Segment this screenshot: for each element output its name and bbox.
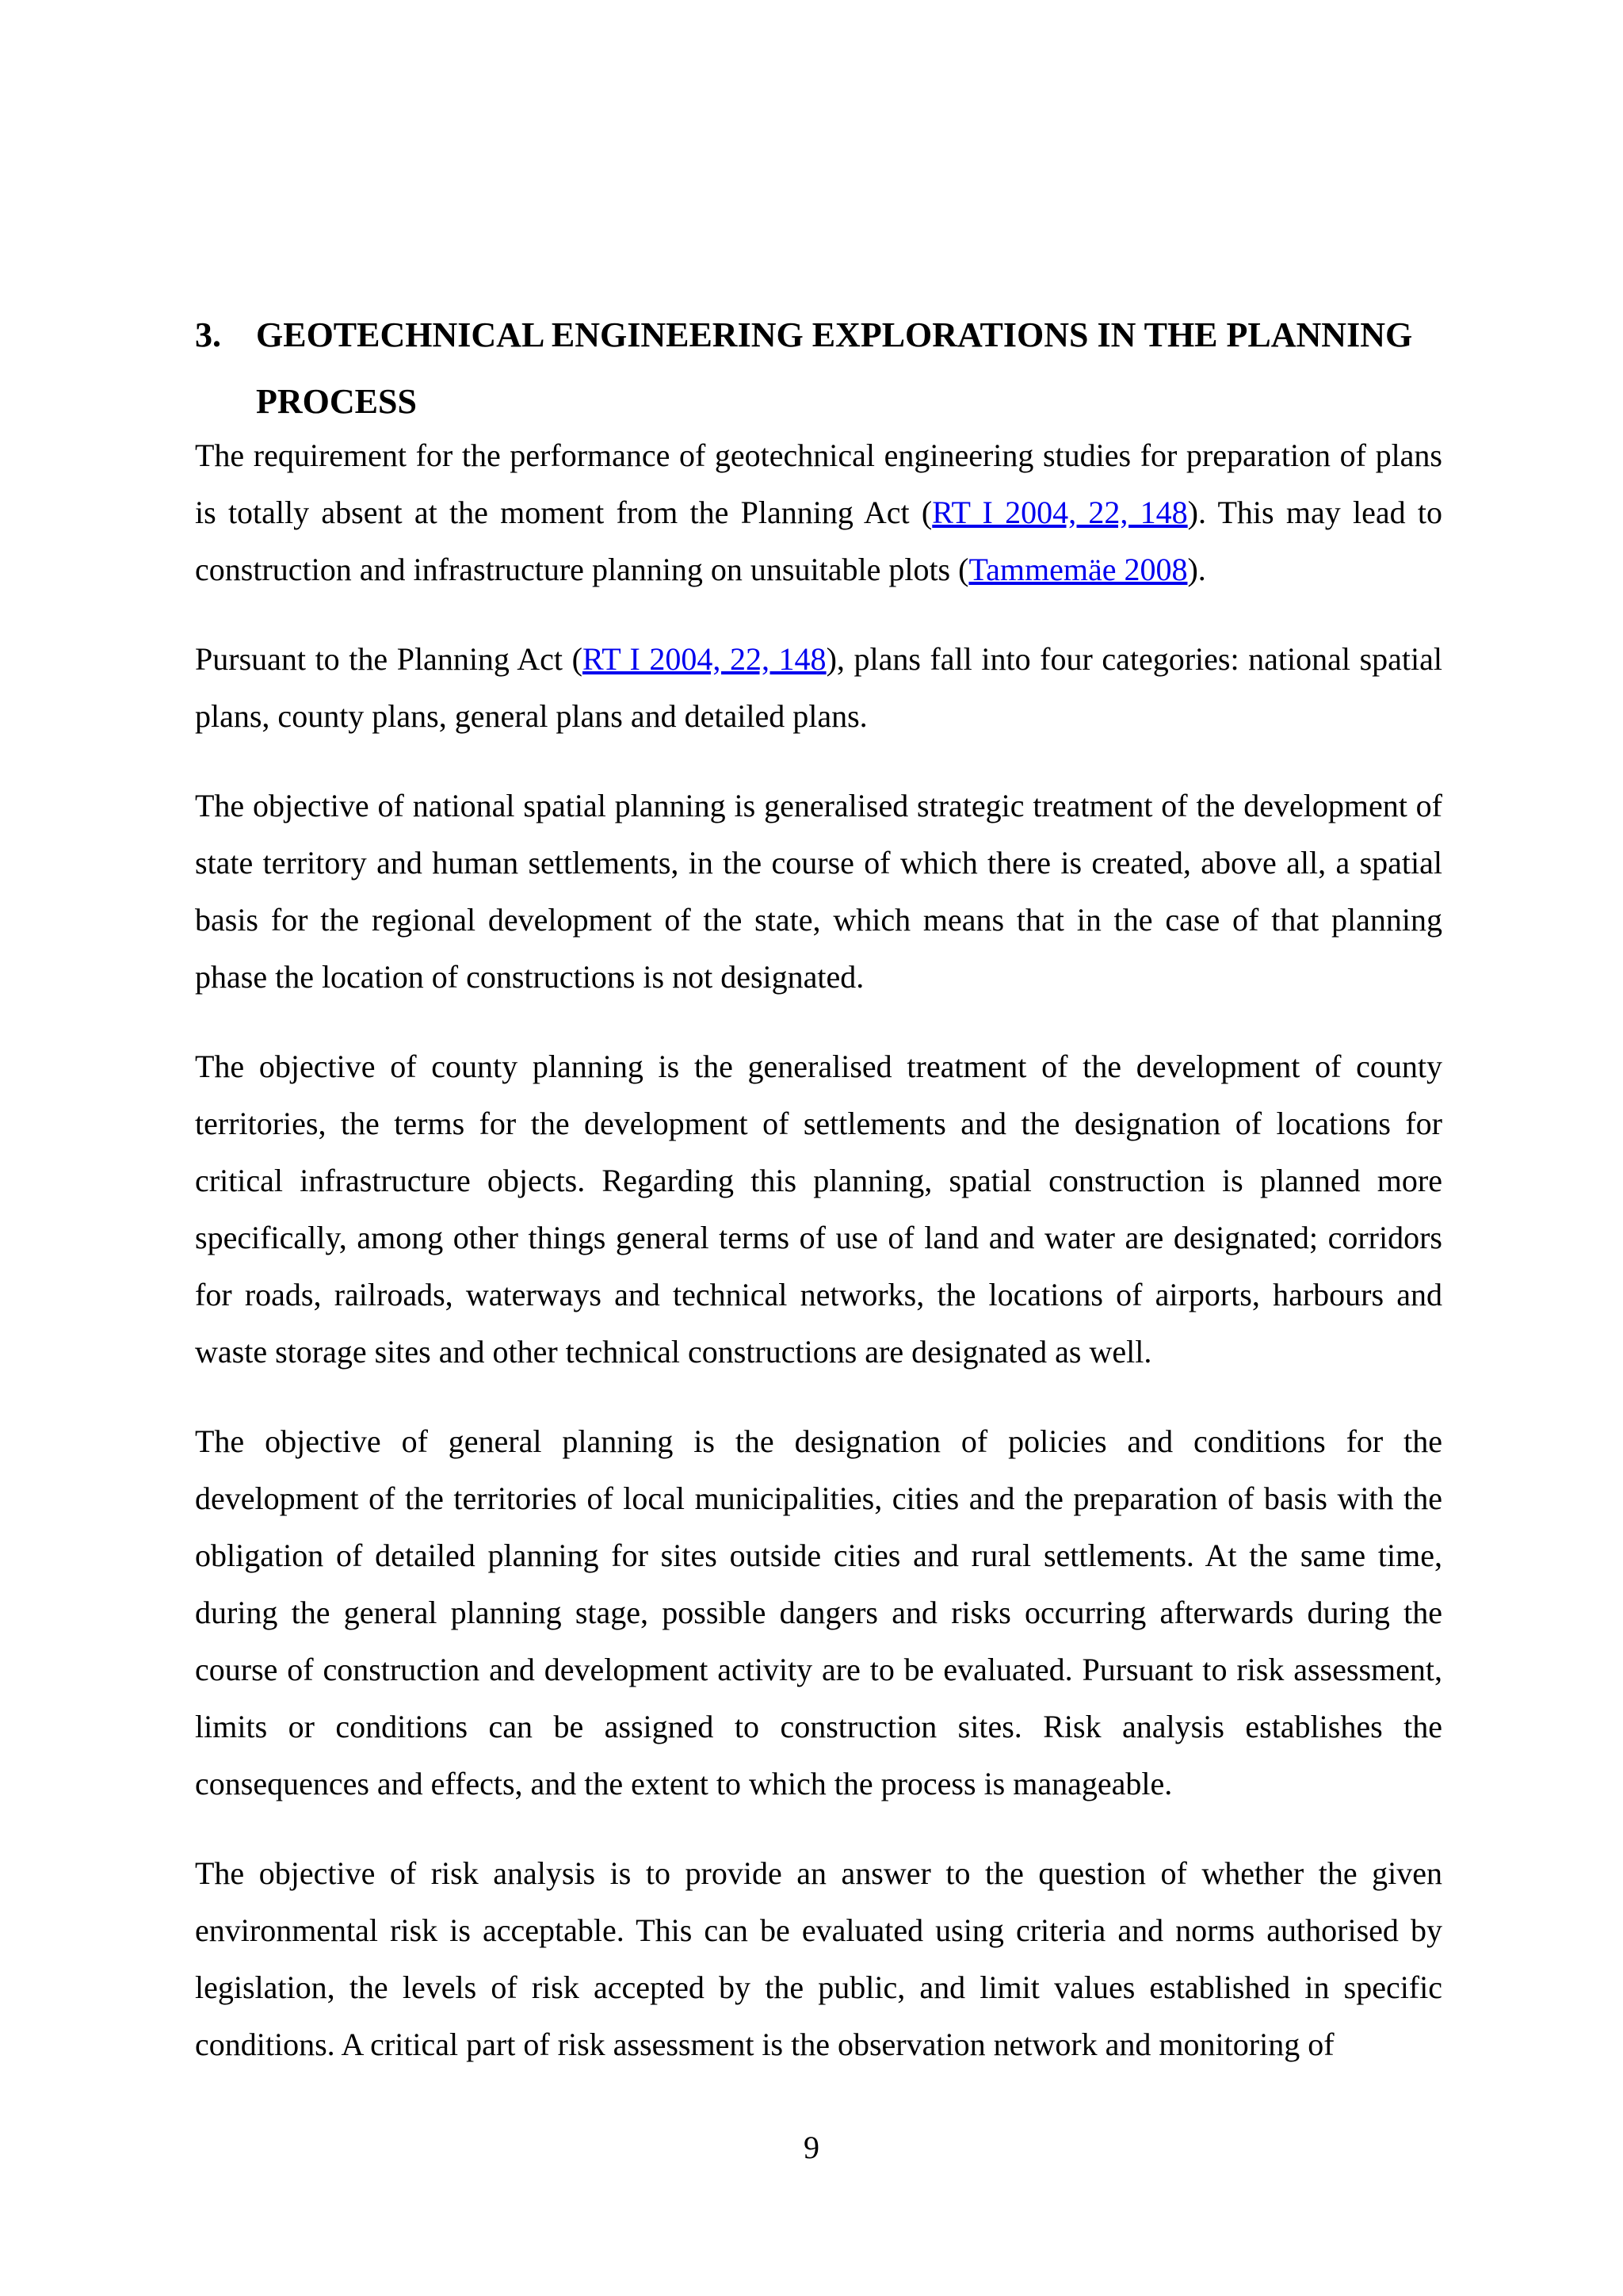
section-number: 3. (195, 315, 221, 355)
page-number: 9 (804, 2130, 819, 2165)
reference-link-rt-i-2004[interactable]: RT I 2004, 22, 148 (582, 641, 827, 677)
section-title: GEOTECHNICAL ENGINEERING EXPLORATIONS IN THE PLANNING PROCESS (256, 315, 1413, 422)
paragraph-1-text-c: ). (1187, 552, 1206, 587)
paragraph-3: The objective of national spatial planning is generalised strategic treatment of the development of state territory and human settlements, in the course of which there is created, above all, a spatial basis for the regional development of the state, which means that in the case of that planning phase the location of constructions is not designated. (195, 788, 1442, 995)
paragraph-5: The objective of general planning is the designation of policies and conditions for the development of the territories of local municipalities, cities and the preparation of basis with the obligation of detailed planning for sites outside cities and rural settlements. At the same time, during the general planning stage, possible dangers and risks occurring afterwards during the course of construction and development activity are to be evaluated. Pursuant to risk assessment, limits or conditions can be assigned to construction sites. Risk analysis establishes the consequences and effects, and the extent to which the process is manageable. (195, 1423, 1442, 1801)
paragraph-2 (195, 631, 1442, 745)
reference-link-tammemae-2008[interactable]: Tammemäe 2008 (968, 552, 1188, 587)
paragraph-2-text-b: ), plans fall into four categories: national spatial plans, county plans, general plans and detailed plans. (195, 641, 1443, 734)
paragraph-6: The objective of risk analysis is to provide an answer to the question of whether the given environmental risk is acceptable. This can be evaluated using criteria and norms authorised by legislation, the levels of risk accepted by the public, and limit values established in specific conditions. A critical part of risk assessment is the observation network and monitoring of (195, 1855, 1442, 2062)
paragraph-1-text-b: ). This may lead to construction and infrastructure planning on unsuitable plots ( (195, 495, 1443, 587)
section-heading (195, 302, 1442, 435)
paragraph-1 (195, 427, 1442, 598)
reference-link-rt-i-2004[interactable]: RT I 2004, 22, 148 (932, 495, 1188, 530)
paragraph-2-text-a: Pursuant to the Planning Act ( (195, 641, 582, 677)
paragraph-1-text-a: The requirement for the performance of geotechnical engineering studies for preparation of plans is totally absent at the moment from the Planning Act ( (195, 437, 1442, 530)
body-text (195, 427, 1442, 2106)
paragraph-4: The objective of county planning is the generalised treatment of the development of county territories, the terms for the development of settlements and the designation of locations for critical infrastructure objects. Regarding this planning, spatial construction is planned more specifically, among other things general terms of use of land and water are designated; corridors for roads, railroads, waterways and technical networks, the locations of airports, harbours and waste storage sites and other technical constructions are designated as well. (195, 1049, 1442, 1370)
